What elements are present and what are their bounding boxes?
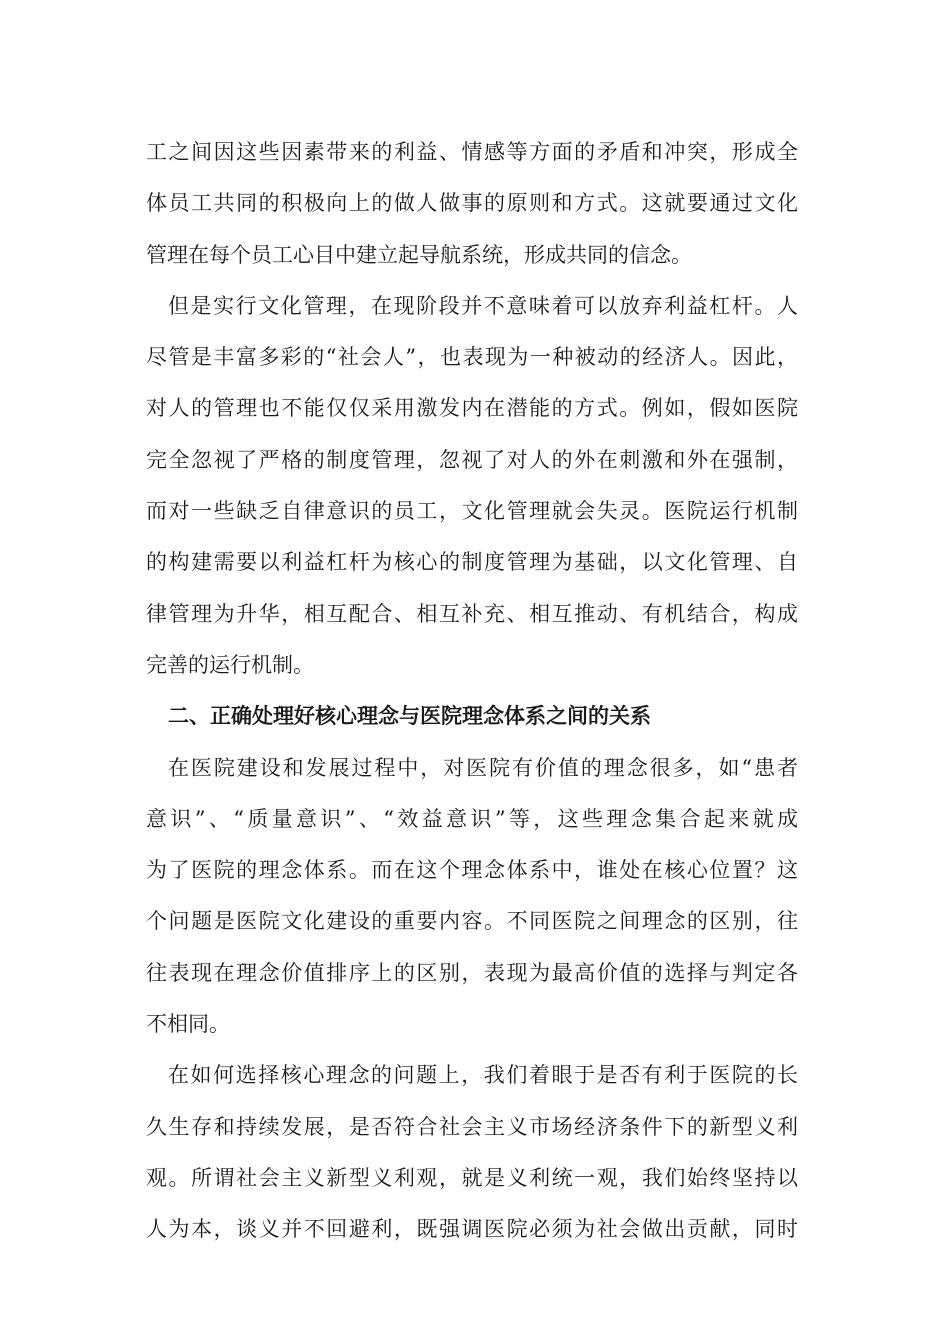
paragraph-line: 尽管是丰富多彩的“社会人”，也表现为一种被动的经济人。因此， xyxy=(146,345,798,370)
paragraph-line: 个问题是医院文化建设的重要内容。不同医院之间理念的区别，往 xyxy=(146,909,798,934)
paragraph-line: 但是实行文化管理，在现阶段并不意味着可以放弃利益杠杆。人 xyxy=(168,293,798,318)
paragraph-line: 不相同。 xyxy=(146,1012,230,1037)
section-heading: 二、正确处理好核心理念与医院理念体系之间的关系 xyxy=(168,704,651,729)
paragraph-line: 而对一些缺乏自律意识的员工，文化管理就会失灵。医院运行机制 xyxy=(146,499,798,524)
paragraph-line: 为了医院的理念体系。而在这个理念体系中，谁处在核心位置？这 xyxy=(146,858,798,883)
paragraph-line: 意识”、“质量意识”、“效益意识”等，这些理念集合起来就成 xyxy=(146,806,798,831)
document-body xyxy=(146,127,798,1256)
paragraph-line: 往表现在理念价值排序上的区别，表现为最高价值的选择与判定各 xyxy=(146,960,798,985)
paragraph-line: 体员工共同的积极向上的做人做事的原则和方式。这就要通过文化 xyxy=(146,191,798,216)
paragraph-line: 工之间因这些因素带来的利益、情感等方面的矛盾和冲突，形成全 xyxy=(146,140,798,164)
paragraph-line: 人为本，谈义并不回避利，既强调医院必须为社会做出贡献，同时 xyxy=(146,1217,798,1242)
paragraph-line: 的构建需要以利益杠杆为核心的制度管理为基础，以文化管理、自 xyxy=(146,550,798,575)
paragraph-line: 管理在每个员工心目中建立起导航系统，形成共同的信念。 xyxy=(146,242,692,267)
paragraph-line: 久生存和持续发展，是否符合社会主义市场经济条件下的新型义利 xyxy=(146,1114,798,1139)
paragraph-line: 观。所谓社会主义新型义利观，就是义利统一观，我们始终坚持以 xyxy=(146,1165,798,1190)
paragraph-line: 完全忽视了严格的制度管理，忽视了对人的外在刺激和外在强制， xyxy=(146,447,798,472)
paragraph-line: 在如何选择核心理念的问题上，我们着眼于是否有利于医院的长 xyxy=(168,1063,798,1088)
paragraph-line: 在医院建设和发展过程中，对医院有价值的理念很多，如“患者 xyxy=(168,755,798,780)
paragraph-line: 对人的管理也不能仅仅采用激发内在潜能的方式。例如，假如医院 xyxy=(146,396,798,421)
paragraph-line: 完善的运行机制。 xyxy=(146,652,314,677)
paragraph-line: 律管理为升华，相互配合、相互补充、相互推动、有机结合，构成 xyxy=(146,601,798,626)
